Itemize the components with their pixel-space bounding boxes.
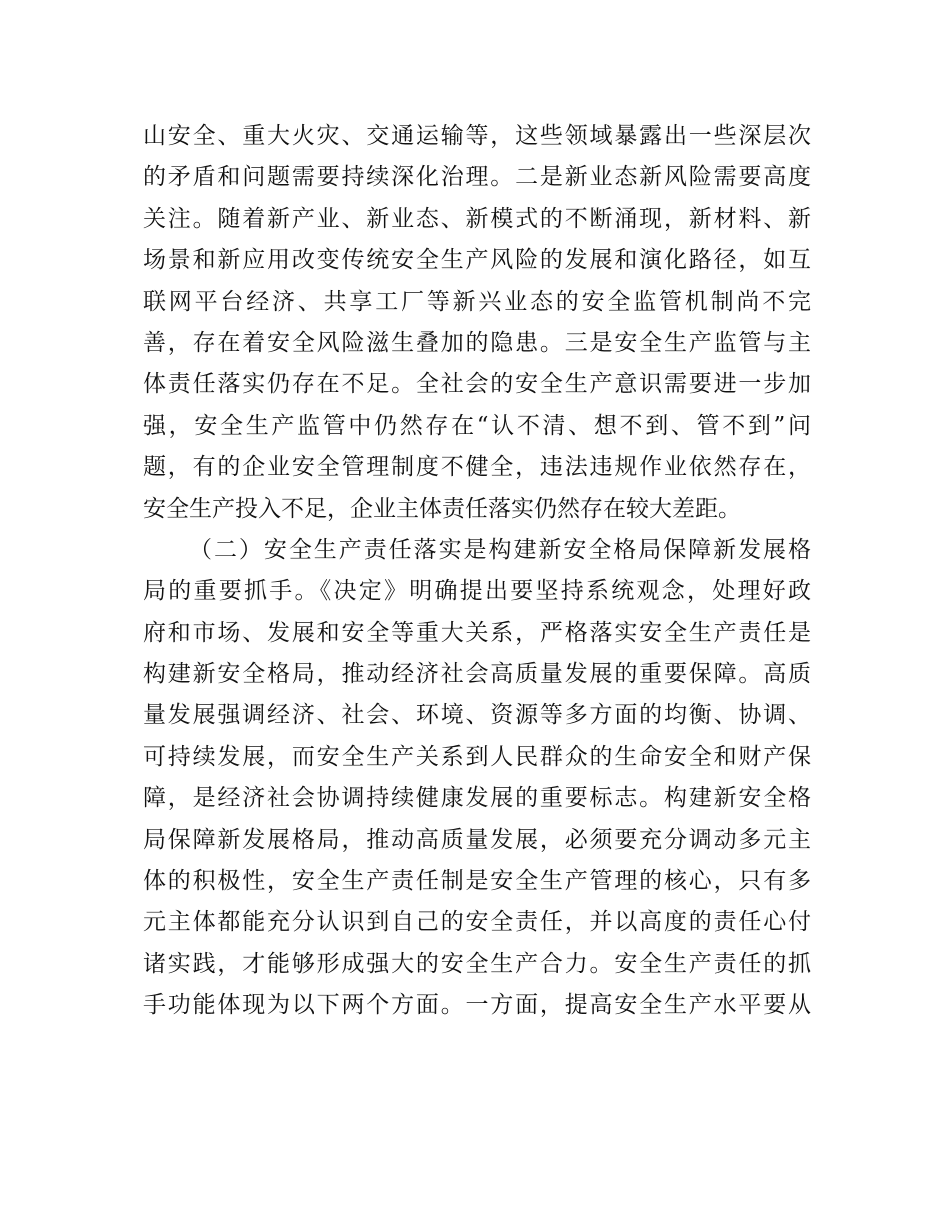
paragraph-line: 元主体都能充分认识到自己的安全责任，并以高度的责任心付 bbox=[143, 909, 811, 936]
paragraph-line: 的矛盾和问题需要持续深化治理。二是新业态新风险需要高度 bbox=[143, 164, 811, 191]
paragraph-line: 联网平台经济、共享工厂等新兴业态的安全监管机制尚不完 bbox=[143, 288, 811, 315]
paragraph-line: 关注。随着新产业、新业态、新模式的不断涌现，新材料、新 bbox=[143, 205, 811, 232]
paragraph-line: 障，是经济社会协调持续健康发展的重要标志。构建新安全格 bbox=[143, 785, 811, 812]
paragraph-line: 场景和新应用改变传统安全生产风险的发展和演化路径，如互 bbox=[143, 247, 811, 274]
paragraph-1 bbox=[143, 116, 811, 530]
paragraph-line: 安全生产投入不足，企业主体责任落实仍然存在较大差距。 bbox=[143, 495, 741, 522]
paragraph-line: 体责任落实仍存在不足。全社会的安全生产意识需要进一步加 bbox=[143, 371, 811, 398]
paragraph-line: 诸实践，才能够形成强大的安全生产合力。安全生产责任的抓 bbox=[143, 950, 811, 977]
paragraph-line: 府和市场、发展和安全等重大关系，严格落实安全生产责任是 bbox=[143, 619, 811, 646]
paragraph-line: 山安全、重大火灾、交通运输等，这些领域暴露出一些深层次 bbox=[143, 123, 811, 149]
paragraph-line: 局的重要抓手。《决定》明确提出要坚持系统观念，处理好政 bbox=[143, 578, 811, 605]
paragraph-line: （二）安全生产责任落实是构建新安全格局保障新发展格 bbox=[189, 536, 811, 563]
paragraph-2 bbox=[143, 530, 811, 1027]
paragraph-line: 强，安全生产监管中仍然存在“认不清、想不到、管不到”问 bbox=[143, 412, 811, 439]
paragraph-line: 可持续发展，而安全生产关系到人民群众的生命安全和财产保 bbox=[143, 743, 811, 770]
paragraph-line: 善，存在着安全风险滋生叠加的隐患。三是安全生产监管与主 bbox=[143, 329, 811, 356]
paragraph-line: 量发展强调经济、社会、环境、资源等多方面的均衡、协调、 bbox=[143, 702, 811, 729]
paragraph-line: 体的积极性，安全生产责任制是安全生产管理的核心，只有多 bbox=[143, 868, 811, 895]
paragraph-line: 手功能体现为以下两个方面。一方面，提高安全生产水平要从 bbox=[143, 992, 811, 1019]
paragraph-line: 题，有的企业安全管理制度不健全，违法违规作业依然存在， bbox=[143, 454, 811, 481]
paragraph-line: 局保障新发展格局，推动高质量发展，必须要充分调动多元主 bbox=[143, 826, 811, 853]
paragraph-line: 构建新安全格局，推动经济社会高质量发展的重要保障。高质 bbox=[143, 661, 811, 688]
document-body bbox=[143, 116, 811, 1027]
